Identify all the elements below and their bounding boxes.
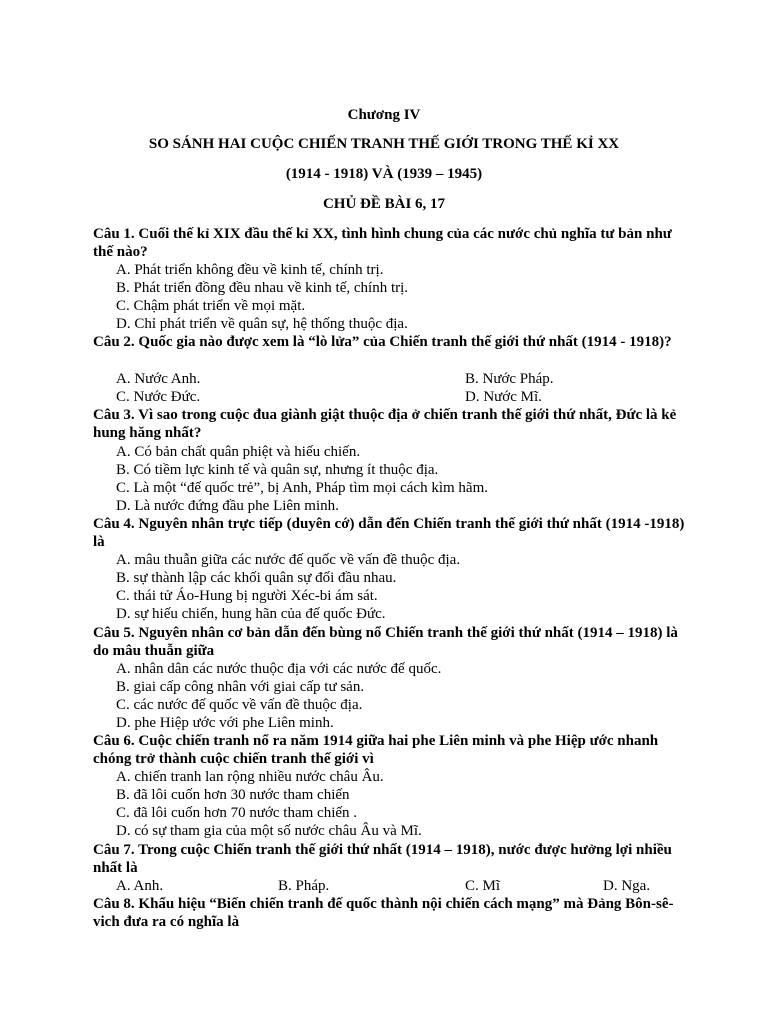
question-6-option-a: A. chiến tranh lan rộng nhiều nước châu Âu. — [116, 769, 384, 785]
question-6-stem: Câu 6. Cuộc chiến tranh nổ ra năm 1914 giữa hai phe Liên minh và phe Hiệp ước nhanh chóng trở thành cuộc chiến tranh thế giới vì — [93, 733, 659, 767]
question-1-option-b: B. Phát triển đồng đều nhau về kinh tế, chính trị. — [116, 280, 409, 296]
topic-heading: CHỦ ĐỀ BÀI 6, 17 — [322, 196, 446, 212]
question-4-option-b: B. sự thành lập các khối quân sự đối đầu nhau. — [116, 570, 397, 586]
question-5-option-c: C. các nước đế quốc về vấn đề thuộc địa. — [116, 697, 363, 713]
question-4-stem: Câu 4. Nguyên nhân trực tiếp (duyên cớ) dẫn đến Chiến tranh thế giới thứ nhất (1914 -1918) là — [93, 516, 685, 550]
question-2-stem: Câu 2. Quốc gia nào được xem là “lò lửa” của Chiến tranh thế giới thứ nhất (1914 - 1918)? — [93, 334, 672, 350]
question-7-stem: Câu 7. Trong cuộc Chiến tranh thế giới thứ nhất (1914 – 1918), nước được hưởng lợi nhiều nhất là — [93, 842, 672, 876]
question-3-option-d: D. Là nước đứng đầu phe Liên minh. — [116, 498, 339, 514]
question-6-option-b: B. đã lôi cuốn hơn 30 nước tham chiến — [116, 787, 350, 803]
question-3-option-b: B. Có tiềm lực kinh tế và quân sự, nhưng ít thuộc địa. — [116, 462, 439, 478]
question-1-option-c: C. Chậm phát triển về mọi mặt. — [116, 298, 306, 314]
question-4-option-a: A. mâu thuẫn giữa các nước đế quốc về vấn đề thuộc địa. — [116, 552, 461, 568]
question-7-option-d: D. Nga. — [603, 878, 651, 894]
question-7-option-a: A. Anh. — [116, 878, 164, 894]
question-7-option-c: C. Mĩ — [465, 878, 501, 894]
chapter-heading: Chương IV — [347, 107, 421, 123]
question-1-option-a: A. Phát triển không đều về kinh tế, chính trị. — [116, 262, 384, 278]
question-1-option-d: D. Chỉ phát triển về quân sự, hệ thống thuộc địa. — [116, 316, 408, 332]
question-5-stem: Câu 5. Nguyên nhân cơ bản dẫn đến bùng nổ Chiến tranh thế giới thứ nhất (1914 – 1918) là do mâu thuẫn giữa — [93, 625, 678, 659]
question-5-option-a: A. nhân dân các nước thuộc địa với các nước đế quốc. — [116, 661, 442, 677]
question-6-option-c: C. đã lôi cuốn hơn 70 nước tham chiến . — [116, 805, 358, 821]
question-5-option-b: B. giai cấp công nhân với giai cấp tư sản. — [116, 679, 365, 695]
question-6-option-d: D. có sự tham gia của một số nước châu Âu và Mĩ. — [116, 823, 422, 839]
question-4-option-d: D. sự hiếu chiến, hung hãn của đế quốc Đức. — [116, 606, 386, 622]
question-4-option-c: C. thái tử Áo-Hung bị người Xéc-bi ám sát. — [116, 588, 378, 604]
question-3-option-c: C. Là một “đế quốc trẻ”, bị Anh, Pháp tìm mọi cách kìm hãm. — [116, 480, 489, 496]
question-3-stem: Câu 3. Vì sao trong cuộc đua giành giật thuộc địa ở chiến tranh thế giới thứ nhất, Đức là kẻ hung hăng nhất? — [93, 407, 677, 441]
question-7-option-b: B. Pháp. — [278, 878, 330, 894]
title-line-2: (1914 - 1918) VÀ (1939 – 1945) — [285, 166, 483, 182]
question-2-option-d: D. Nước Mĩ. — [465, 389, 542, 405]
question-2-option-a: A. Nước Anh. — [116, 371, 201, 387]
title-line-1: SO SÁNH HAI CUỘC CHIẾN TRANH THẾ GIỚI TRONG THẾ KỈ XX — [148, 136, 620, 152]
question-5-option-d: D. phe Hiệp ước với phe Liên minh. — [116, 715, 334, 731]
question-3-option-a: A. Có bản chất quân phiệt và hiếu chiến. — [116, 444, 361, 460]
question-2-option-b: B. Nước Pháp. — [465, 371, 554, 387]
question-2-option-c: C. Nước Đức. — [116, 389, 201, 405]
question-1-stem: Câu 1. Cuối thế kỉ XIX đầu thế kỉ XX, tình hình chung của các nước chủ nghĩa tư bản như thế nào? — [93, 226, 672, 260]
question-8-stem: Câu 8. Khẩu hiệu “Biến chiến tranh đế quốc thành nội chiến cách mạng” mà Đảng Bôn-sê-vich đưa ra có nghĩa là — [93, 896, 674, 930]
